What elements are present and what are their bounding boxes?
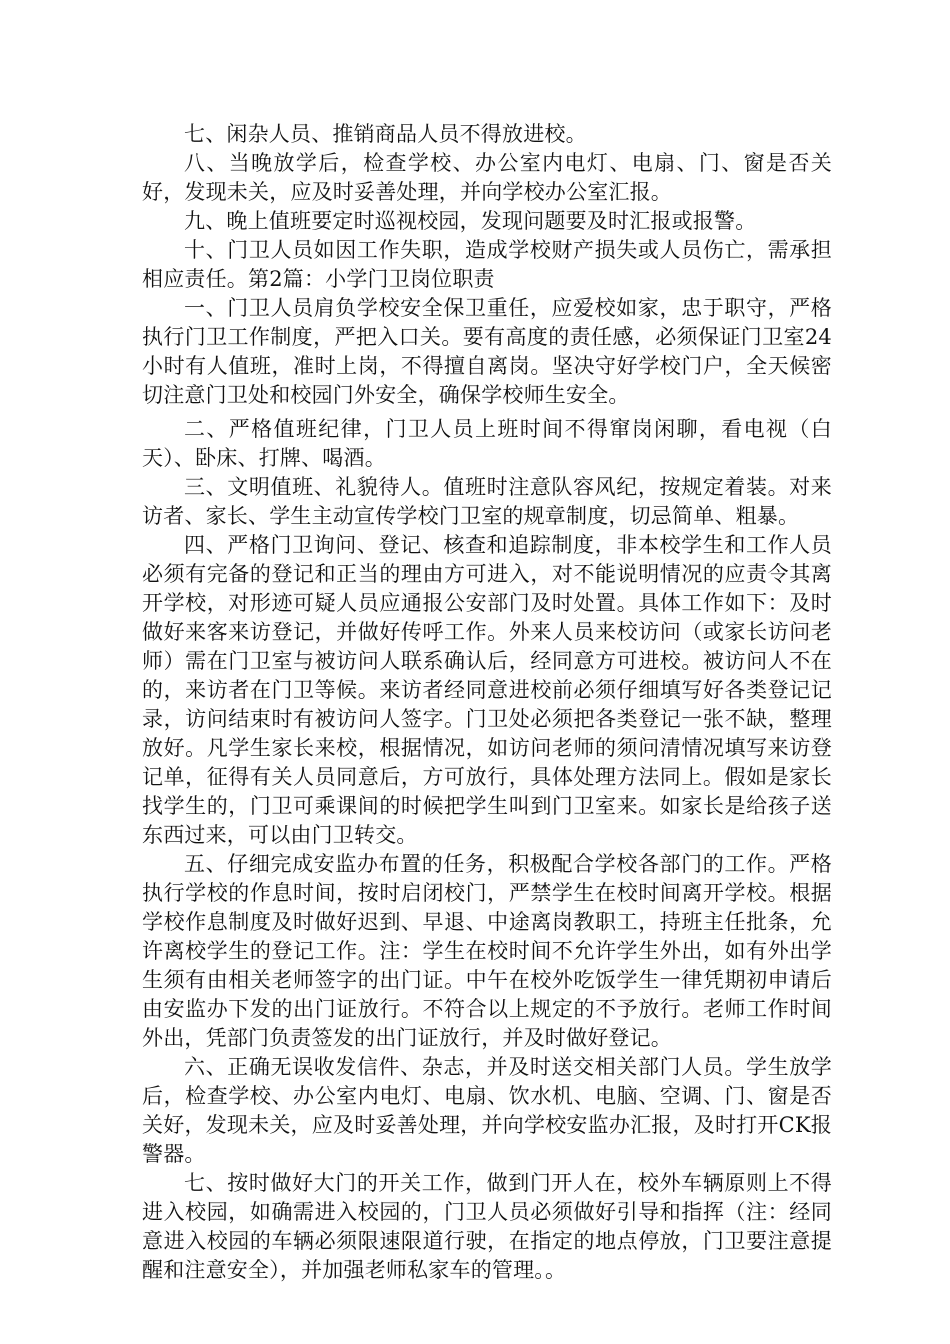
paragraph-5-tasks: 五、仔细完成安监办布置的任务，积极配合学校各部门的工作。严格执行学校的作息时间，按时启闭校门，严禁学生在校时间离开学校。根据学校作息制度及时做好迟到、早退、中途离岗教职工，持班主任批条，允许离校学生的登记工作。注：学生在校时间不允许学生外出，如有外出学生须有由相关老师签字的出门证。中午在校外吃饭学生一律凭期初申请后由安监办下发的出门证放行。不符合以上规定的不予放行。老师工作时间外出，凭部门负责签发的出门证放行，并及时做好登记。 bbox=[142, 852, 832, 1050]
paragraph-10-liability: 十、门卫人员如因工作失职，造成学校财产损失或人员伤亡，需承担相应责任。第2篇：小学门卫岗位职责 bbox=[142, 238, 832, 291]
paragraph-7-gate: 七、按时做好大门的开关工作，做到门开人在，校外车辆原则上不得进入校园，如确需进入校园的，门卫人员必须做好引导和指挥（注：经同意进入校园的车辆必须限速限道行驶，在指定的地点停放，门卫要注意提醒和注意安全），并加强老师私家车的管理。。 bbox=[142, 1171, 832, 1282]
paragraph-2-discipline: 二、严格值班纪律，门卫人员上班时间不得窜岗闲聊，看电视（白天）、卧床、打牌、喝酒。 bbox=[142, 417, 832, 470]
paragraph-6-mail: 六、正确无误收发信件、杂志，并及时送交相关部门人员。学生放学后，检查学校、办公室内电灯、电扇、饮水机、电脑、空调、门、窗是否关好，发现未关，应及时妥善处理，并向学校安监办汇报，及时打开CK报警器。 bbox=[142, 1055, 832, 1166]
paragraph-7-idlers: 七、闲杂人员、推销商品人员不得放进校。 bbox=[184, 122, 587, 146]
paragraph-1-duty: 一、门卫人员肩负学校安全保卫重任，应爱校如家，忠于职守，严格执行门卫工作制度，严把入口关。要有高度的责任感，必须保证门卫室24小时有人值班，准时上岗，不得擅自离岗。坚决守好学校门户，全天候密切注意门卫处和校园门外安全，确保学校师生安全。 bbox=[142, 296, 832, 407]
paragraph-4-registration: 四、严格门卫询问、登记、核查和追踪制度，非本校学生和工作人员必须有完备的登记和正当的理由方可进入，对不能说明情况的应责令其离开学校，对形迹可疑人员应通报公安部门及时处置。具体工作如下：及时做好来客来访登记，并做好传呼工作。外来人员来校访问（或家长访问老师）需在门卫室与被访问人联系确认后，经同意方可进校。被访问人不在的，来访者在门卫等候。来访者经同意进校前必须仔细填写好各类登记记录，访问结束时有被访问人签字。门卫处必须把各类登记一张不缺，整理放好。凡学生家长来校，根据情况，如访问老师的须问清情况填写来访登记单，征得有关人员同意后，方可放行，具体处理方法同上。假如是家长找学生的，门卫可乘课间的时候把学生叫到门卫室来。如家长是给孩子送东西过来，可以由门卫转交。 bbox=[142, 533, 832, 847]
paragraph-8-evening-check: 八、当晚放学后，检查学校、办公室内电灯、电扇、门、窗是否关好，发现未关，应及时妥善处理，并向学校办公室汇报。 bbox=[142, 151, 832, 204]
paragraph-3-courtesy: 三、文明值班、礼貌待人。值班时注意队容风纪，按规定着装。对来访者、家长、学生主动宣传学校门卫室的规章制度，切忌简单、粗暴。 bbox=[142, 475, 832, 528]
paragraph-9-night-patrol: 九、晚上值班要定时巡视校园，发现问题要及时汇报或报警。 bbox=[184, 209, 757, 233]
document-body bbox=[142, 120, 832, 1285]
